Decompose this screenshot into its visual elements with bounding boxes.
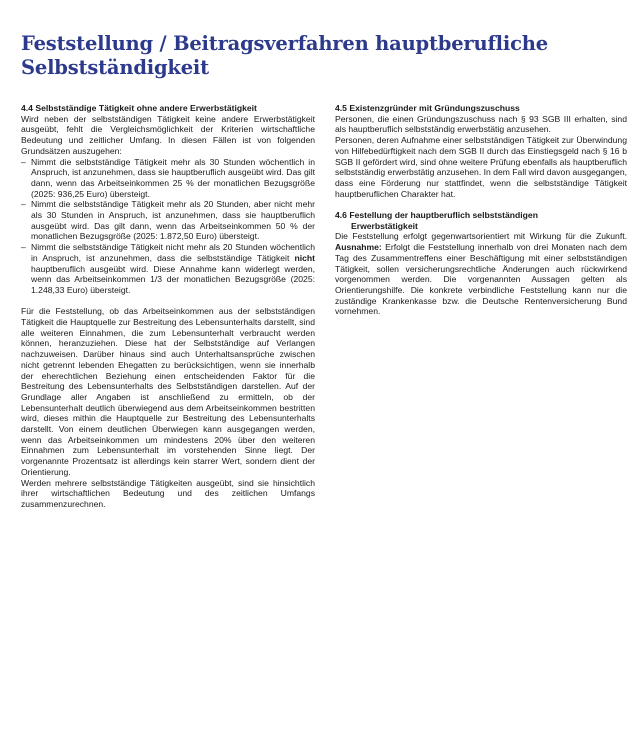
section-4-6-exception-label: Ausnahme: <box>335 242 382 253</box>
section-4-6-heading <box>335 210 627 231</box>
section-4-5-paragraph-1: Personen, die einen Gründungszuschuss nach § 93 SGB III erhalten, sind als hauptberuflich selbstständig erwerbstätig anzusehen. <box>335 113 627 135</box>
section-4-6-text-a: Die Feststellung erfolgt gegenwartsorientiert mit Wirkung für die Zukunft. <box>335 231 627 242</box>
section-4-6-heading-line-1: 4.6 Festellung der hauptberuflich selbstständigen <box>335 210 538 221</box>
section-4-6-heading-line-2: Erwerbstätigkeit <box>351 220 418 231</box>
section-4-4-paragraph-3: Werden mehrere selbstständige Tätigkeiten ausgeübt, sind sie hinsichtlich ihrer wirtschaftlichen Bedeutung und des zeitlichen Umfangs zusammenzurechnen. <box>21 477 315 509</box>
left-column <box>21 103 315 510</box>
bullet-under-20-text-a: Nimmt die selbstständige Tätigkeit nicht mehr als 20 Stunden wöchentlich in Anspruch, ist anzunehmen, dass die selbstständige Tätigkeit <box>31 242 315 263</box>
right-column <box>335 103 627 317</box>
section-4-4-heading: 4.4 Selbstständige Tätigkeit ohne andere Erwerbstätigkeit <box>21 103 257 113</box>
bullet-20-to-30-hours: – Nimmt die selbstständige Tätigkeit mehr als 20 Stunden, aber nicht mehr als 30 Stunden in Anspruch, ist anzunehmen, dass sie hauptberuflich ausgeübt wird. Das gilt dann, wenn das Arbeitseinkommen 50 % der monatlichen Bezugsgröße (2025: 1.872,50 Euro) übersteigt. <box>21 199 315 242</box>
section-4-4-intro: Wird neben der selbstständigen Tätigkeit keine andere Erwerbstätigkeit ausgeübt, fehlt die Vergleichsmöglichkeit der Kriterien wirtschaftliche Bedeutung und zeitlicher Umfang. In diesen Fällen ist von folgenden Grundsätzen auszugehen: <box>21 113 315 156</box>
section-4-4-paragraph-2: Für die Feststellung, ob das Arbeitseinkommen aus der selbstständigen Tätigkeit die Hauptquelle zur Bestreitung des Lebensunterhalts darstellt, sind alle weiteren Einnahmen, die zum Lebensunterhalt verbraucht werden können, heranzuziehen. Diese hat der Selbstständige auf Verlangen nachzuweisen. Darüber hinaus sind auch Unterhaltsansprüche zwischen nicht getrennt lebenden Ehegatten zu berücksichtigen, wenn sie innerhalb der eherechtlichen Beziehung einen entscheidenden Faktor für die Bestreitung des Lebensunterhalts des Selbstständigen darstellen. Auf der Grundlage aller Angaben ist anschließend zu ermitteln, ob der Lebensunterhalt deutlich überwiegend aus dem Arbeitseinkommen bestritten wird, dieses mithin die Hauptquelle zur Bestreitung des Lebensunterhalts darstellt. Von einem deutlichen Überwiegen kann ausgegangen werden, wenn das Arbeitseinkommen um mindestens 20% über den weiteren Einnahmen zum Lebensunterhalt im vorstehenden Sinne liegt. Der vorgenannte Prozentsatz ist allerdings kein starrer Wert, sondern dient der Orientierung. <box>21 306 315 477</box>
section-4-5-paragraph-2: Personen, deren Aufnahme einer selbstständigen Tätigkeit zur Überwindung von Hilfebedürftigkeit nach dem SGB II durch das Einstiegsgeld nach § 16 b SGB II gefördert wird, sind ohne weitere Prüfung ebenfalls als hauptberuflich selbstständig erwerbstätig anzusehen. In dem Fall wird davon ausgegangen, dass eine Förderung nur stattfindet, wenn die selbstständige Tätigkeit hauptberuflichen Charakter hat. <box>335 135 627 199</box>
section-4-6-text-b: Erfolgt die Feststellung innerhalb von drei Monaten nach dem Tag des Zusammentreffens einer Beschäftigung mit einer selbstständigen Tätigkeit, sollen versicherungsrechtliche Änderungen auch rückwirkend vorgenommen werden. Die vorgenannten Aussagen gelten als Orientierungshilfe. Die konkrete verbindliche Feststellung kann nur die zuständige Krankenkasse bzw. die Deutsche Rentenversicherung Bund vornehmen. <box>335 242 627 317</box>
bullet-over-30-hours: – Nimmt die selbstständige Tätigkeit mehr als 30 Stunden wöchentlich in Anspruch, ist anzunehmen, dass sie hauptberuflich ausgeübt wird. Das gilt dann, wenn das Arbeitseinkommen 25 % der monatlichen Bezugsgröße (2025: 936,25 Euro) übersteigt. <box>21 157 315 200</box>
section-4-6-paragraph <box>335 231 627 317</box>
bullet-under-20-emphasis: nicht <box>294 252 315 263</box>
bullet-under-20-text-b: hauptberuflich ausgeübt wird. Diese Annahme kann widerlegt werden, wenn das Arbeitseinkommen 1/3 der monatlichen Bezugsgröße (2025: 1.248,33 Euro) übersteigt. <box>31 263 315 295</box>
section-4-4-bullet-list <box>21 157 315 296</box>
section-4-5-heading: 4.5 Existenzgründer mit Gründungszuschuss <box>335 103 520 113</box>
bullet-under-20-hours <box>21 242 315 296</box>
page-title: Feststellung / Beitragsverfahren hauptberufliche Selbstständigkeit <box>21 32 548 79</box>
